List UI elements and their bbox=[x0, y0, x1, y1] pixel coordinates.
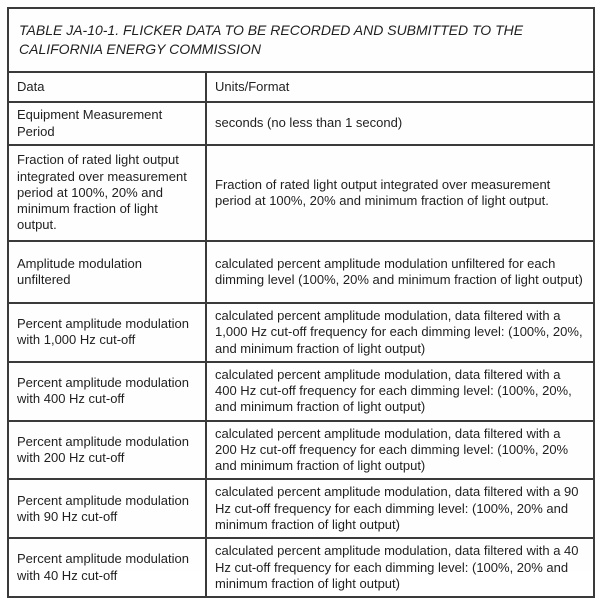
table-row bbox=[8, 538, 594, 597]
column-header-units: Units/Format bbox=[206, 72, 594, 102]
data-cell: Percent amplitude modulation with 400 Hz cut-off bbox=[8, 362, 206, 421]
units-cell: calculated percent amplitude modulation, data filtered with a 400 Hz cut-off frequency for each dimming level: (100%, 20%, and minimum fraction of light output) bbox=[206, 362, 594, 421]
units-cell: calculated percent amplitude modulation unfiltered for each dimming level (100%, 20% and minimum fraction of light output) bbox=[206, 241, 594, 303]
units-cell: calculated percent amplitude modulation, data filtered with a 90 Hz cut-off frequency for each dimming level: (100%, 20% and minimum fraction of light output) bbox=[206, 479, 594, 538]
flicker-data-table bbox=[7, 7, 595, 598]
column-header-data: Data bbox=[8, 72, 206, 102]
units-cell: seconds (no less than 1 second) bbox=[206, 102, 594, 145]
table-row bbox=[8, 241, 594, 303]
units-cell: calculated percent amplitude modulation, data filtered with a 200 Hz cut-off frequency for each dimming level: (100%, 20% and minimum fraction of light output) bbox=[206, 421, 594, 480]
table-row bbox=[8, 362, 594, 421]
units-cell: calculated percent amplitude modulation, data filtered with a 40 Hz cut-off frequency for each dimming level: (100%, 20% and minimum fraction of light output) bbox=[206, 538, 594, 597]
table-header-row bbox=[8, 72, 594, 102]
table-title: TABLE JA-10-1. FLICKER DATA TO BE RECORDED AND SUBMITTED TO THE CALIFORNIA ENERGY COMMISSION bbox=[8, 8, 594, 72]
table-title-row bbox=[8, 8, 594, 72]
table-row bbox=[8, 479, 594, 538]
units-cell: Fraction of rated light output integrated over measurement period at 100%, 20% and minimum fraction of light output. bbox=[206, 145, 594, 241]
data-cell: Percent amplitude modulation with 40 Hz cut-off bbox=[8, 538, 206, 597]
data-cell: Percent amplitude modulation with 200 Hz cut-off bbox=[8, 421, 206, 480]
data-cell: Fraction of rated light output integrated over measurement period at 100%, 20% and minimum fraction of light output. bbox=[8, 145, 206, 241]
table-row bbox=[8, 421, 594, 480]
data-cell: Percent amplitude modulation with 90 Hz cut-off bbox=[8, 479, 206, 538]
table-row bbox=[8, 145, 594, 241]
data-cell: Percent amplitude modulation with 1,000 Hz cut-off bbox=[8, 303, 206, 362]
table-row bbox=[8, 303, 594, 362]
units-cell: calculated percent amplitude modulation, data filtered with a 1,000 Hz cut-off frequency for each dimming level: (100%, 20%, and minimum fraction of light output) bbox=[206, 303, 594, 362]
data-cell: Equipment Measurement Period bbox=[8, 102, 206, 145]
data-cell: Amplitude modulation unfiltered bbox=[8, 241, 206, 303]
table-row bbox=[8, 102, 594, 145]
